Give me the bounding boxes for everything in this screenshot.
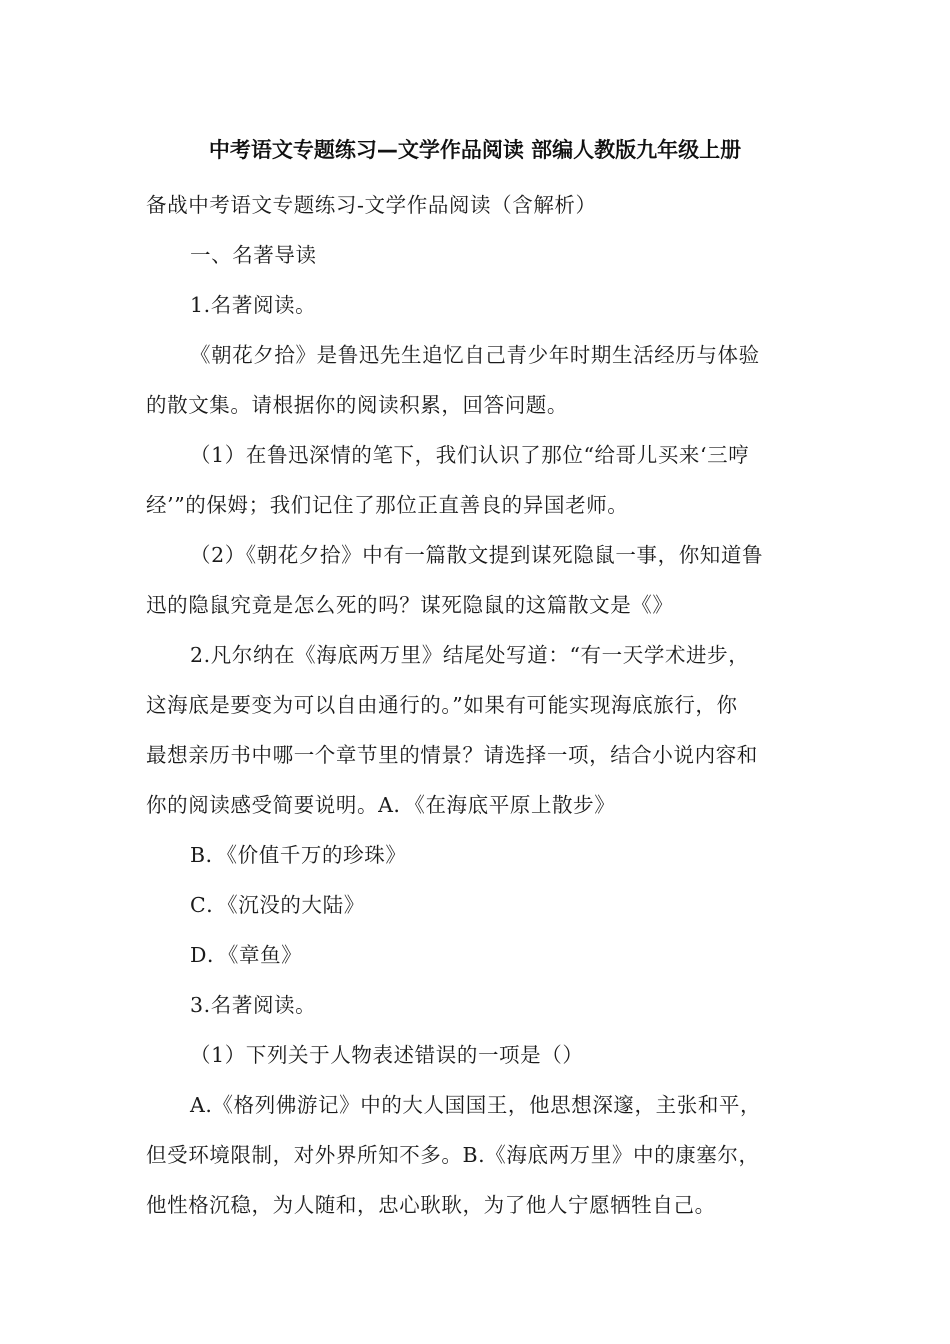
paragraph-line: （2）《朝花夕拾》中有一篇散文提到谋死隐鼠一事，你知道鲁 xyxy=(190,543,764,567)
paragraph-line: （1）下列关于人物表述错误的一项是（） xyxy=(190,1043,584,1067)
option-c-line: C．《沉没的大陆》 xyxy=(190,893,365,917)
question-2-line: 2.凡尔纳在《海底两万里》结尾处写道：“有一天学术进步， xyxy=(190,643,750,667)
document-title: 中考语文专题练习—文学作品阅读 部编人教版九年级上册 xyxy=(208,138,742,162)
subtitle-line: 备战中考语文专题练习-文学作品阅读（含解析） xyxy=(146,193,597,217)
paragraph-line: 他性格沉稳，为人随和，忠心耿耿，为了他人宁愿牺牲自己。 xyxy=(146,1193,716,1217)
paragraph-line: A.《格列佛游记》中的大人国国王，他思想深邃，主张和平， xyxy=(190,1093,762,1117)
paragraph-line: 《朝花夕拾》是鲁迅先生追忆自己青少年时期生活经历与体验 xyxy=(190,343,760,367)
paragraph-line: 最想亲历书中哪一个章节里的情景？请选择一项，结合小说内容和 xyxy=(146,743,758,767)
paragraph-line: 的散文集。请根据你的阅读积累，回答问题。 xyxy=(146,393,568,417)
paragraph-line: 你的阅读感受简要说明。A．《在海底平原上散步》 xyxy=(146,793,616,817)
paragraph-line: 但受环境限制，对外界所知不多。B.《海底两万里》中的康塞尔， xyxy=(146,1143,760,1167)
question-1-heading: 1.名著阅读。 xyxy=(190,293,317,317)
option-d-line: D．《章鱼》 xyxy=(190,943,303,967)
paragraph-line: 经’”的保姆；我们记住了那位正直善良的异国老师。 xyxy=(146,493,629,517)
paragraph-line: 这海底是要变为可以自由通行的。”如果有可能实现海底旅行，你 xyxy=(146,693,738,717)
option-b-line: B．《价值千万的珍珠》 xyxy=(190,843,407,867)
paragraph-line: （1）在鲁迅深情的笔下，我们认识了那位“给哥儿买来‘三哼 xyxy=(190,443,750,467)
section-heading: 一、名著导读 xyxy=(190,243,317,267)
question-3-heading: 3.名著阅读。 xyxy=(190,993,317,1017)
paragraph-line: 迅的隐鼠究竟是怎么死的吗？谋死隐鼠的这篇散文是《》 xyxy=(146,593,674,617)
